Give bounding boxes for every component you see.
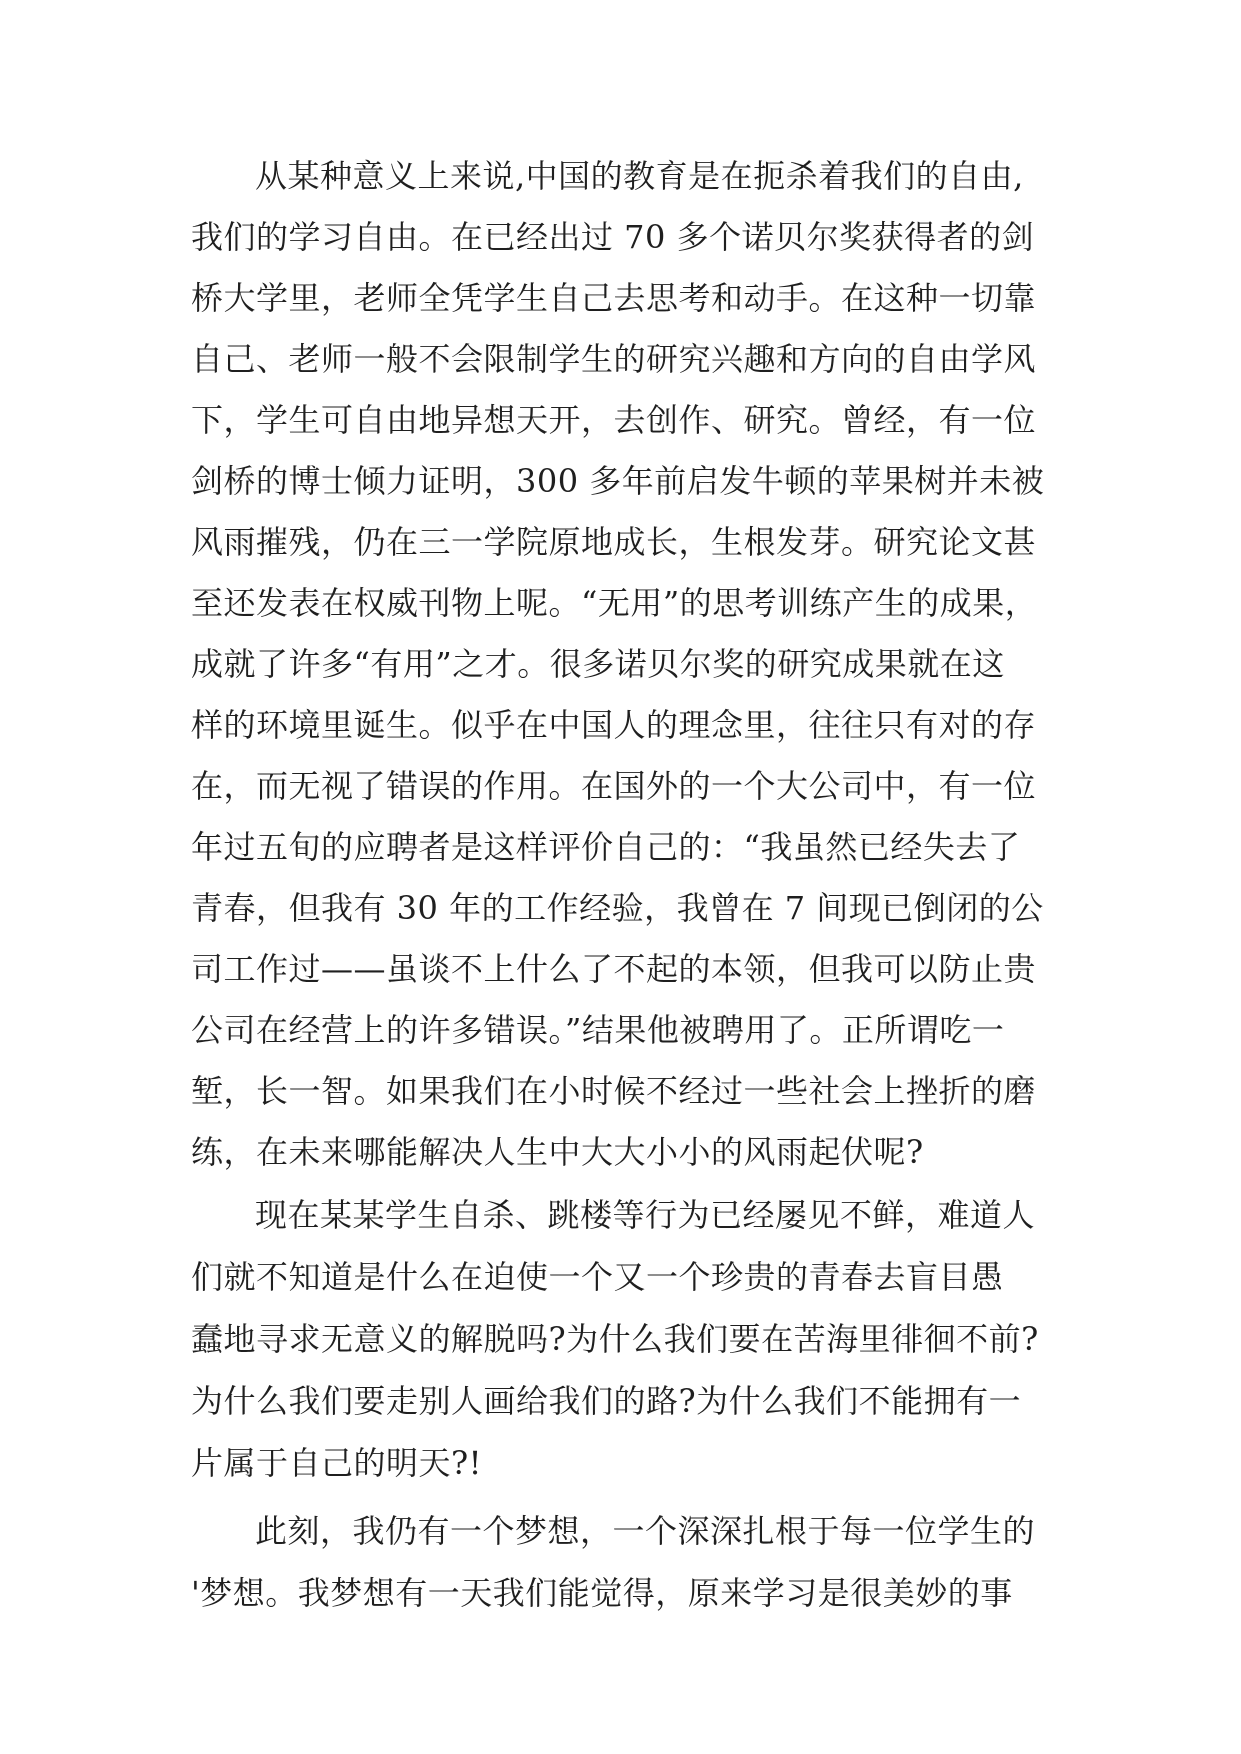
text-line: 我们的学习自由。在已经出过 70 多个诺贝尔奖获得者的剑 xyxy=(191,218,1035,256)
text-line: 桥大学里，老师全凭学生自己去思考和动手。在这种一切靠 xyxy=(191,279,1037,317)
text-line: 为什么我们要走别人画给我们的路?为什么我们不能拥有一 xyxy=(191,1382,1022,1420)
text-line: 剑桥的博士倾力证明，300 多年前启发牛顿的苹果树并未被 xyxy=(191,462,1045,500)
text-line: 公司在经营上的许多错误。”结果他被聘用了。正所谓吃一 xyxy=(191,1011,1005,1049)
text-line: '梦想。我梦想有一天我们能觉得，原来学习是很美妙的事 xyxy=(191,1574,1013,1612)
paragraph-1 xyxy=(191,146,1091,1183)
text-line: 们就不知道是什么在迫使一个又一个珍贵的青春去盲目愚 xyxy=(191,1258,1004,1296)
text-line: 青春，但我有 30 年的工作经验，我曾在 7 间现已倒闭的公 xyxy=(191,889,1044,927)
text-line: 蠢地寻求无意义的解脱吗?为什么我们要在苦海里徘徊不前? xyxy=(191,1320,1039,1358)
text-line: 堑，长一智。如果我们在小时候不经过一些社会上挫折的磨 xyxy=(191,1072,1037,1110)
text-line: 片属于自己的明天?! xyxy=(191,1444,483,1482)
text-line: 成就了许多“有用”之才。很多诺贝尔奖的研究成果就在这 xyxy=(191,645,1005,683)
text-line: 样的环境里诞生。似乎在中国人的理念里，往往只有对的存 xyxy=(191,706,1037,744)
text-line: 现在某某学生自杀、跳楼等行为已经屡见不鲜，难道人 xyxy=(255,1196,1036,1234)
text-line: 练，在未来哪能解决人生中大大小小的风雨起伏呢? xyxy=(191,1133,924,1171)
text-line: 下，学生可自由地异想天开，去创作、研究。曾经，有一位 xyxy=(191,401,1037,439)
text-line: 自己、老师一般不会限制学生的研究兴趣和方向的自由学风 xyxy=(191,340,1037,378)
text-line: 风雨摧残，仍在三一学院原地成长，生根发芽。研究论文甚 xyxy=(191,523,1037,561)
text-line: 年过五旬的应聘者是这样评价自己的：“我虽然已经失去了 xyxy=(191,828,1021,866)
text-line: 此刻，我仍有一个梦想，一个深深扎根于每一位学生的 xyxy=(255,1512,1036,1550)
text-line: 从某种意义上来说,中国的教育是在扼杀着我们的自由, xyxy=(255,157,1024,195)
text-line: 司工作过——虽谈不上什么了不起的本领，但我可以防止贵 xyxy=(191,950,1037,988)
document-body xyxy=(191,146,1091,1625)
text-line: 在，而无视了错误的作用。在国外的一个大公司中，有一位 xyxy=(191,767,1037,805)
paragraph-2 xyxy=(191,1185,1091,1495)
paragraph-3 xyxy=(191,1501,1091,1625)
text-line: 至还发表在权威刊物上呢。“无用”的思考训练产生的成果， xyxy=(191,584,1038,622)
